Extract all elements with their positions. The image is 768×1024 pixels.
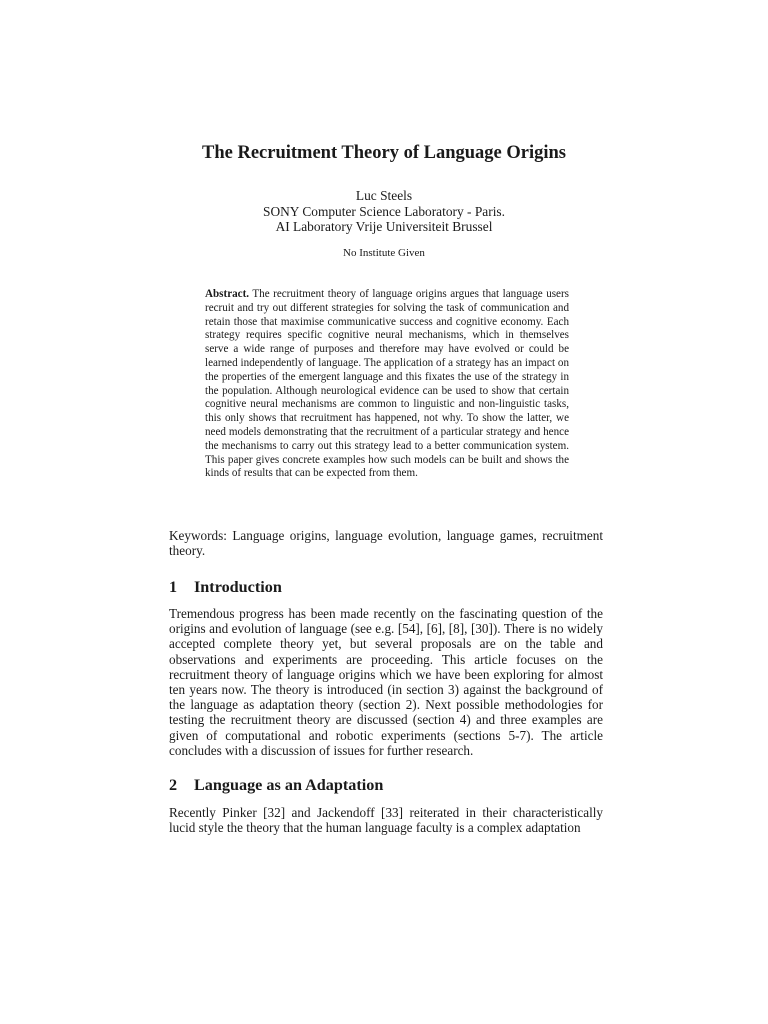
section-paragraph-introduction: Tremendous progress has been made recently on the fascinating question of the origins and evolution of language (see e.g. [54], [6], [8], [30]). There is no widely accepted complete theory yet, but several proposals are on the table and observations and experiments are proceeding. This article focuses on the recruitment theory of language origins which we have been exploring for almost ten years now. The theory is introduced (in section 3) against the background of the language as adaptation theory (section 2). Next possible methodologies for testing the recruitment theory are discussed (section 4) and three examples are given of computational and robotic experiments (sections 5-7). The article concludes with a discussion of issues for further research.: [169, 606, 603, 758]
section-heading-adaptation: [169, 775, 603, 795]
affiliation-line-2: AI Laboratory Vrije Universiteit Brussel: [275, 219, 493, 234]
abstract-text: The recruitment theory of language origins argues that language users recruit and try out different strategies for solving the task of communication and retain those that maximise communicative success and cognitive economy. Each strategy requires specific cognitive neural mechanisms, which in themselves serve a wide range of purposes and therefore may have evolved or could be learned independently of language. The application of a strategy has an impact on the properties of the emergent language and this fixates the use of the strategy in the population. Although neurological evidence can be used to show that certain cognitive neural mechanisms are common to linguistic and non-linguistic tasks, this only shows that recruitment has happened, not why. To show the latter, we need models demonstrating that the recruitment of a particular strategy and hence the mechanisms to carry out this strategy lead to a better communication system. This paper gives concrete examples how such models can be built and shows the kinds of results that can be expected from them.: [205, 288, 569, 480]
section-heading-introduction: [169, 577, 603, 597]
author-name: Luc Steels: [355, 188, 413, 203]
affiliation-line-1: SONY Computer Science Laboratory - Paris.: [263, 203, 505, 219]
section-title: Language as an Adaptation: [194, 776, 384, 794]
section-paragraph-adaptation: Recently Pinker [32] and Jackendoff [33] reiterated in their characteristically lucid style the theory that the human language faculty is a complex adaptation: [169, 805, 603, 836]
institute-note: No Institute Given: [343, 247, 425, 259]
section-title: Introduction: [194, 578, 282, 596]
section-number: 1: [169, 578, 178, 596]
abstract-label: Abstract.: [205, 288, 250, 300]
section-number: 2: [169, 776, 178, 794]
author-block: [0, 188, 768, 235]
paper-title: The Recruitment Theory of Language Origins: [202, 143, 566, 163]
keywords: Keywords: Language origins, language evolution, language games, recruitment theory.: [169, 528, 603, 559]
abstract: [205, 288, 569, 481]
